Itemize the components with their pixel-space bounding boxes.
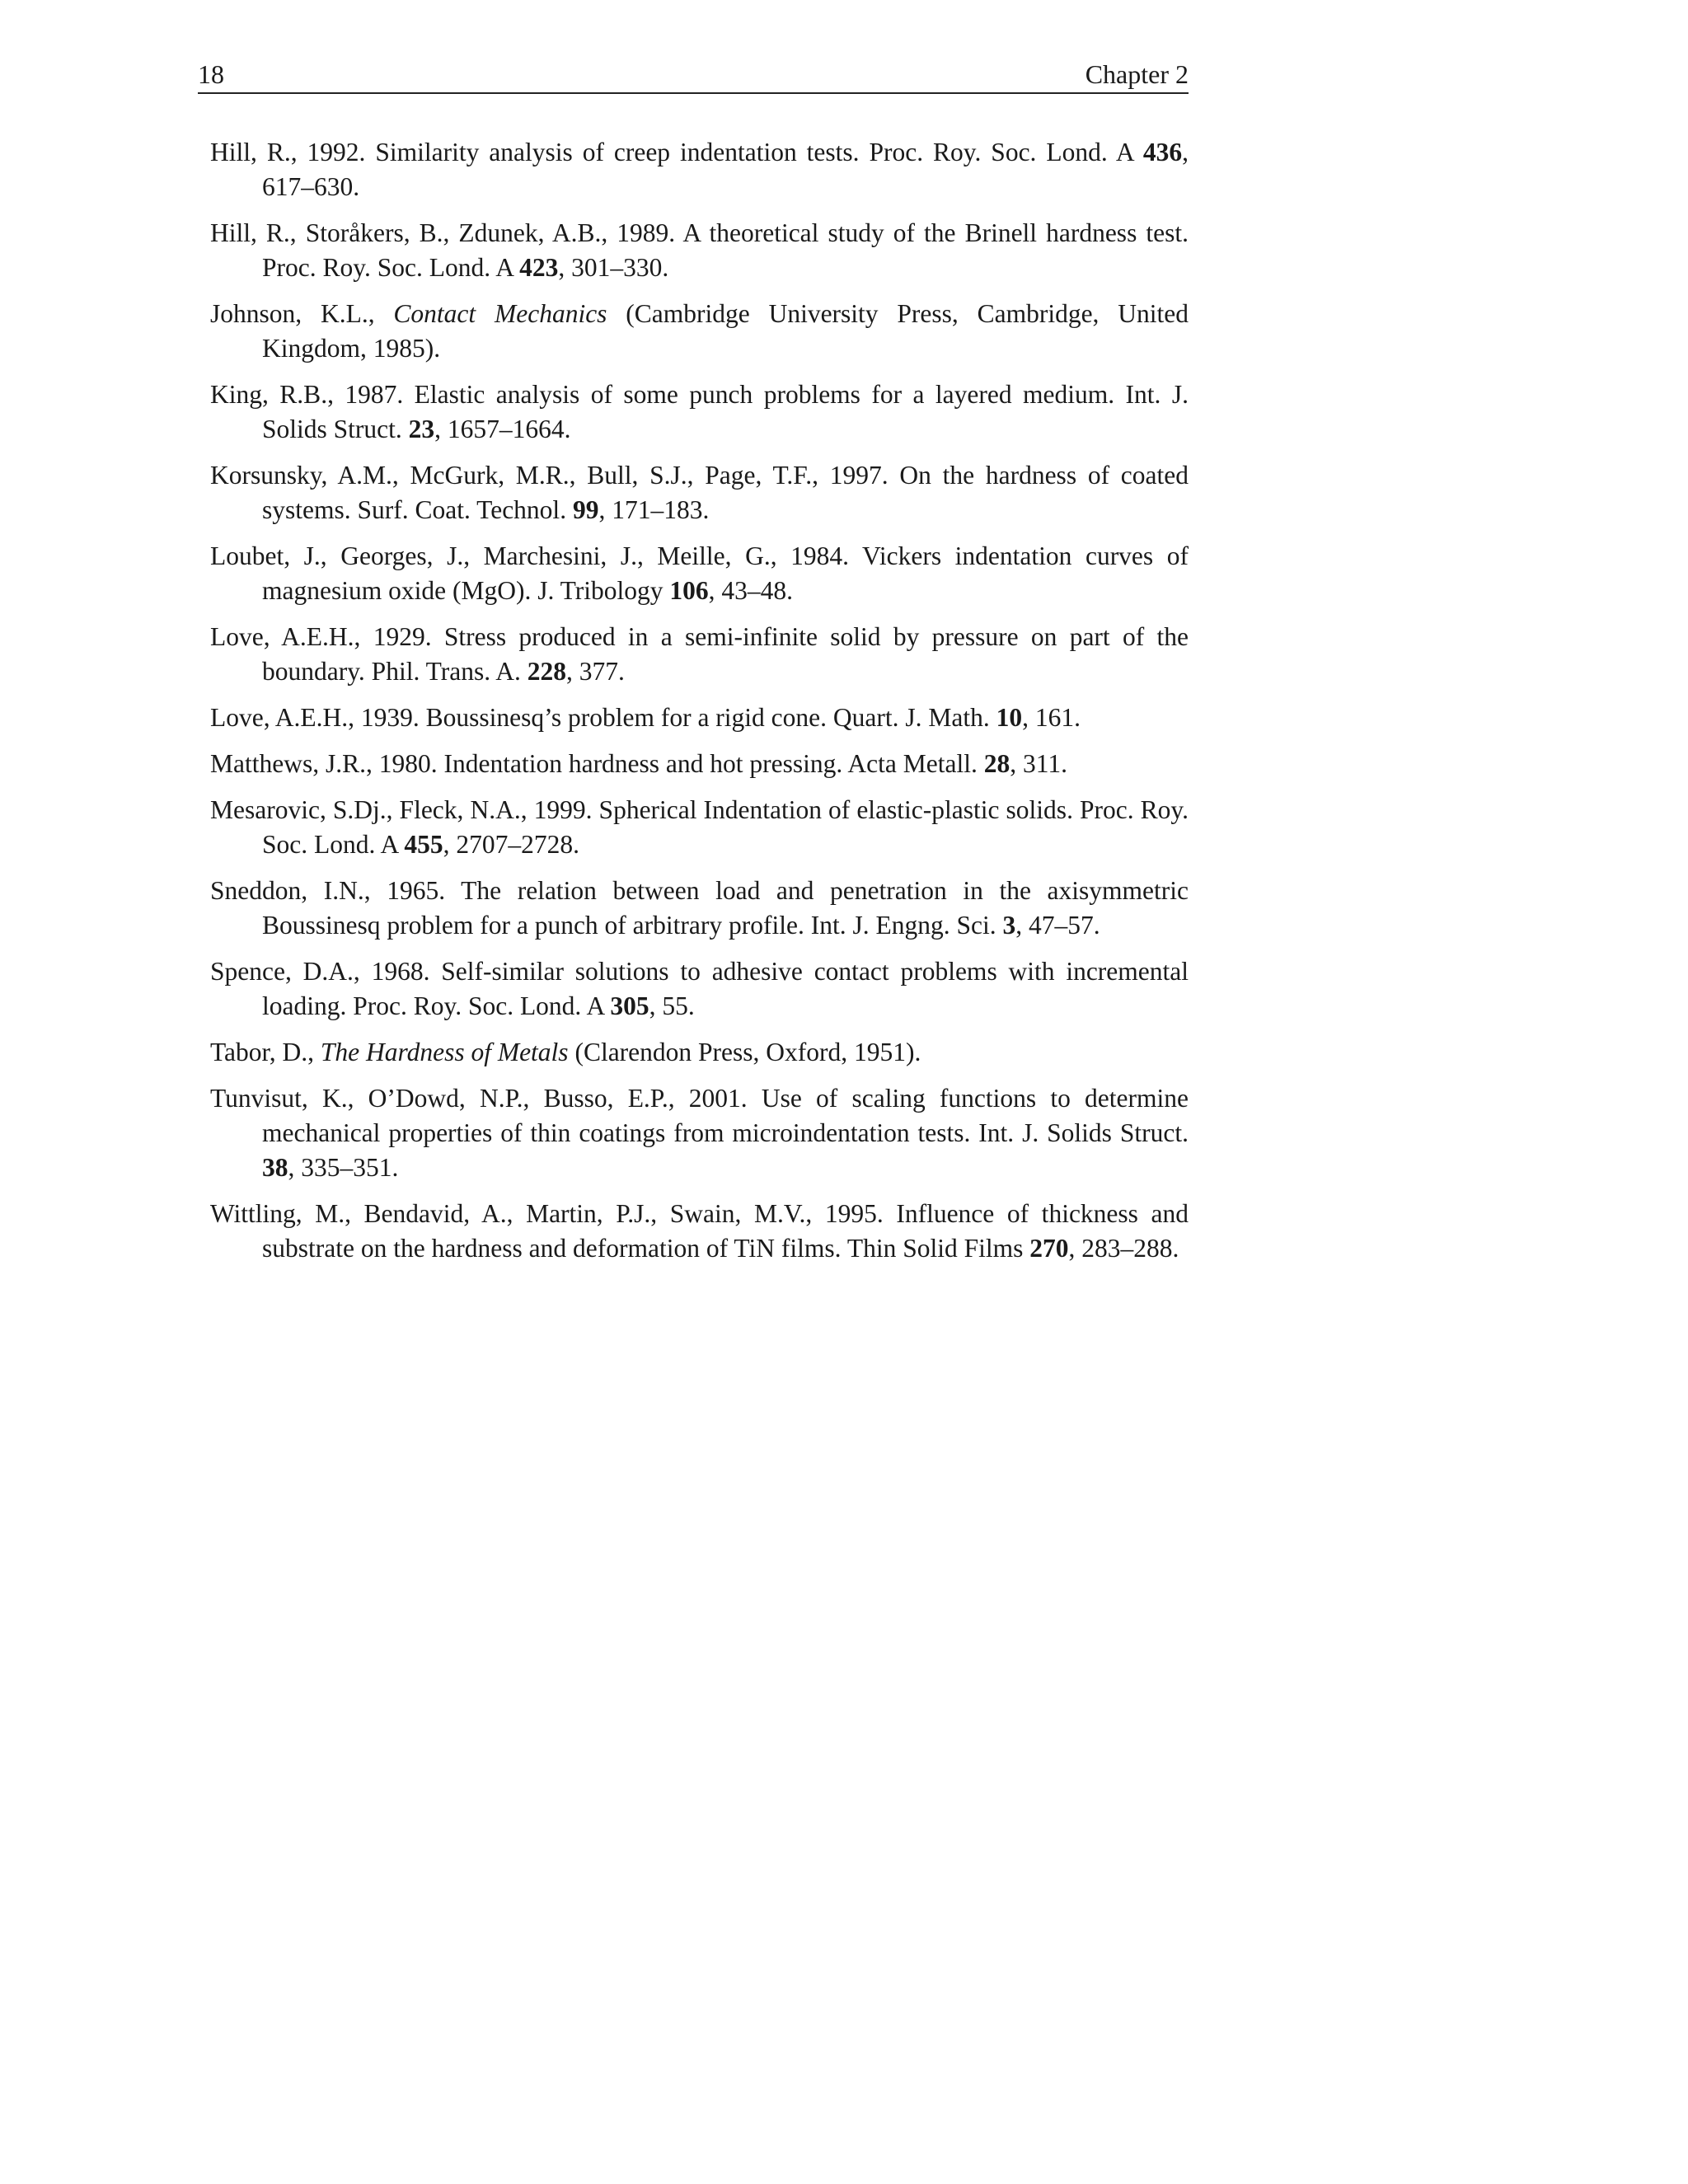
reference-text: Hill, R., Storåkers, B., Zdunek, A.B., 1989. A theoretical study of the Brinell hardness test. Proc. Roy. Soc. Lond. A — [210, 218, 1189, 282]
page-number: 18 — [198, 59, 224, 89]
reference-entry — [210, 954, 1189, 1024]
reference-entry — [210, 620, 1189, 689]
reference-text: Loubet, J., Georges, J., Marchesini, J., Meille, G., 1984. Vickers indentation curves of magnesium oxide (MgO). J. Tribology — [210, 541, 1189, 605]
reference-text: Johnson, K.L., — [210, 299, 394, 328]
reference-text: Tunvisut, K., O’Dowd, N.P., Busso, E.P., 2001. Use of scaling functions to determine mechanical properties of thin coatings from microindentation tests. Int. J. Solids Struct. — [210, 1084, 1189, 1147]
reference-text: (Clarendon Press, Oxford, 1951). — [568, 1038, 921, 1066]
reference-pages: , 2707–2728. — [443, 830, 580, 859]
reference-text: King, R.B., 1987. Elastic analysis of some punch problems for a layered medium. Int. J. Solids Struct. — [210, 380, 1189, 443]
reference-pages: , 283–288. — [1068, 1234, 1179, 1263]
reference-volume: 228 — [527, 657, 567, 686]
reference-text: Korsunsky, A.M., McGurk, M.R., Bull, S.J., Page, T.F., 1997. On the hardness of coated systems. Surf. Coat. Technol. — [210, 461, 1189, 524]
reference-entry — [210, 377, 1189, 447]
reference-pages: , 377. — [566, 657, 625, 686]
chapter-title: Chapter 2 — [1085, 59, 1189, 89]
reference-text: Love, A.E.H., 1939. Boussinesq’s problem for a rigid cone. Quart. J. Math. — [210, 703, 996, 732]
reference-text: Love, A.E.H., 1929. Stress produced in a semi-infinite solid by pressure on part of the boundary. Phil. Trans. A. — [210, 622, 1189, 686]
reference-text: (Cambridge University Press, Cambridge, United Kingdom, 1985). — [262, 299, 1189, 363]
reference-list — [210, 135, 1189, 1277]
reference-pages: , 161. — [1022, 703, 1081, 732]
reference-pages: , 335–351. — [288, 1153, 399, 1182]
reference-text: Sneddon, I.N., 1965. The relation between load and penetration in the axisymmetric Boussinesq problem for a punch of arbitrary profile. Int. J. Engng. Sci. — [210, 876, 1189, 940]
reference-title-italic: The Hardness of Metals — [320, 1038, 569, 1066]
reference-volume: 3 — [1002, 911, 1016, 940]
reference-text: Tabor, D., — [210, 1038, 321, 1066]
reference-pages: , 55. — [649, 991, 695, 1020]
reference-title-italic: Contact Mechanics — [393, 299, 607, 328]
reference-volume: 305 — [610, 991, 649, 1020]
reference-pages: , 47–57. — [1015, 911, 1100, 940]
reference-text: Mesarovic, S.Dj., Fleck, N.A., 1999. Spherical Indentation of elastic-plastic solids. Proc. Roy. Soc. Lond. A — [210, 795, 1189, 859]
reference-volume: 23 — [408, 415, 435, 443]
reference-volume: 38 — [262, 1153, 288, 1182]
reference-text: Hill, R., 1992. Similarity analysis of creep indentation tests. Proc. Roy. Soc. Lond. A — [210, 138, 1143, 166]
reference-entry — [210, 539, 1189, 608]
reference-volume: 106 — [669, 576, 709, 605]
reference-volume: 270 — [1029, 1234, 1069, 1263]
reference-pages: , 617–630. — [262, 138, 1189, 201]
reference-text: Spence, D.A., 1968. Self-similar solutions to adhesive contact problems with incremental loading. Proc. Roy. Soc. Lond. A — [210, 957, 1189, 1020]
reference-pages: , 311. — [1010, 749, 1067, 778]
reference-entry — [210, 701, 1189, 735]
reference-volume: 10 — [996, 703, 1023, 732]
reference-volume: 436 — [1142, 138, 1183, 166]
reference-text: Matthews, J.R., 1980. Indentation hardness and hot pressing. Acta Metall. — [210, 749, 984, 778]
reference-entry — [210, 874, 1189, 943]
reference-volume: 423 — [519, 253, 559, 282]
reference-pages: , 171–183. — [598, 495, 710, 524]
reference-volume: 99 — [572, 495, 599, 524]
reference-pages: , 1657–1664. — [434, 415, 571, 443]
reference-pages: , 301–330. — [558, 253, 669, 282]
reference-entry — [210, 1035, 1189, 1070]
reference-entry — [210, 216, 1189, 285]
running-header — [198, 56, 1189, 94]
reference-pages: , 43–48. — [708, 576, 794, 605]
reference-volume: 455 — [404, 830, 443, 859]
reference-entry — [210, 793, 1189, 862]
reference-entry — [210, 135, 1189, 204]
reference-entry — [210, 1081, 1189, 1185]
reference-volume: 28 — [983, 749, 1010, 778]
reference-text: Wittling, M., Bendavid, A., Martin, P.J., Swain, M.V., 1995. Influence of thickness and substrate on the hardness and deformation of TiN films. Thin Solid Films — [210, 1199, 1189, 1263]
reference-entry — [210, 1197, 1189, 1266]
reference-entry — [210, 458, 1189, 527]
reference-entry — [210, 747, 1189, 781]
reference-entry — [210, 297, 1189, 366]
